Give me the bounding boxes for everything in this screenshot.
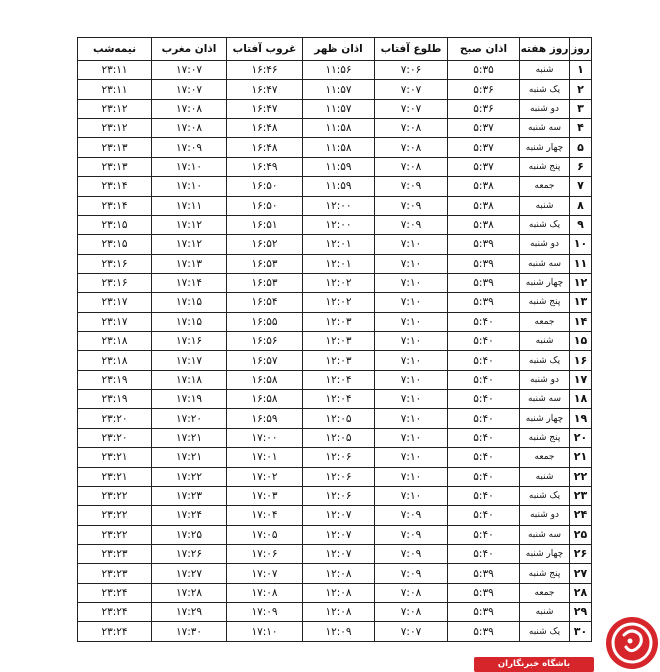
- column-header: اذان مغرب: [152, 38, 227, 61]
- dhuhr-cell: ۱۲:۰۵: [303, 409, 375, 428]
- column-header: روز هفته: [520, 38, 570, 61]
- fajr-cell: ۵:۳۶: [448, 80, 520, 99]
- dhuhr-cell: ۱۲:۰۸: [303, 583, 375, 602]
- table-row: [78, 157, 592, 176]
- weekday-cell: پنج شنبه: [520, 428, 570, 447]
- sunset-cell: ۱۶:۵۵: [227, 312, 303, 331]
- sunrise-cell: ۷:۱۰: [375, 428, 448, 447]
- weekday-cell: یک شنبه: [520, 351, 570, 370]
- fajr-cell: ۵:۳۸: [448, 196, 520, 215]
- dhuhr-cell: ۱۲:۰۴: [303, 370, 375, 389]
- column-header: غروب آفتاب: [227, 38, 303, 61]
- sunset-cell: ۱۶:۴۷: [227, 99, 303, 118]
- day-cell: ۲۱: [570, 448, 592, 467]
- midnight-cell: ۲۳:۱۵: [78, 215, 152, 234]
- sunrise-cell: ۷:۰۹: [375, 506, 448, 525]
- day-cell: ۲۶: [570, 544, 592, 563]
- fajr-cell: ۵:۴۰: [448, 332, 520, 351]
- table-row: [78, 177, 592, 196]
- midnight-cell: ۲۳:۲۴: [78, 583, 152, 602]
- midnight-cell: ۲۳:۱۶: [78, 273, 152, 292]
- fajr-cell: ۵:۴۰: [448, 467, 520, 486]
- sunrise-cell: ۷:۰۶: [375, 61, 448, 80]
- maghrib-cell: ۱۷:۱۳: [152, 254, 227, 273]
- weekday-cell: یک شنبه: [520, 80, 570, 99]
- day-cell: ۲۴: [570, 506, 592, 525]
- sunset-cell: ۱۷:۰۴: [227, 506, 303, 525]
- table-row: [78, 486, 592, 505]
- fajr-cell: ۵:۴۰: [448, 506, 520, 525]
- midnight-cell: ۲۳:۱۹: [78, 390, 152, 409]
- table-row: [78, 119, 592, 138]
- day-cell: ۷: [570, 177, 592, 196]
- table-row: [78, 351, 592, 370]
- day-cell: ۲۵: [570, 525, 592, 544]
- fajr-cell: ۵:۴۰: [448, 428, 520, 447]
- sunset-cell: ۱۷:۱۰: [227, 622, 303, 642]
- day-cell: ۱۱: [570, 254, 592, 273]
- column-header: اذان صبح: [448, 38, 520, 61]
- weekday-cell: دو شنبه: [520, 235, 570, 254]
- sunrise-cell: ۷:۱۰: [375, 273, 448, 292]
- maghrib-cell: ۱۷:۱۲: [152, 215, 227, 234]
- day-cell: ۲۷: [570, 564, 592, 583]
- weekday-cell: سه شنبه: [520, 525, 570, 544]
- weekday-cell: سه شنبه: [520, 119, 570, 138]
- sunset-cell: ۱۷:۰۶: [227, 544, 303, 563]
- maghrib-cell: ۱۷:۲۱: [152, 448, 227, 467]
- maghrib-cell: ۱۷:۲۲: [152, 467, 227, 486]
- maghrib-cell: ۱۷:۲۸: [152, 583, 227, 602]
- day-cell: ۲۰: [570, 428, 592, 447]
- sunset-cell: ۱۷:۰۷: [227, 564, 303, 583]
- day-cell: ۱۹: [570, 409, 592, 428]
- sunset-cell: ۱۶:۴۹: [227, 157, 303, 176]
- midnight-cell: ۲۳:۱۸: [78, 332, 152, 351]
- weekday-cell: جمعه: [520, 177, 570, 196]
- sunset-cell: ۱۶:۵۰: [227, 196, 303, 215]
- midnight-cell: ۲۳:۱۳: [78, 157, 152, 176]
- weekday-cell: جمعه: [520, 448, 570, 467]
- weekday-cell: شنبه: [520, 332, 570, 351]
- sunset-cell: ۱۷:۰۰: [227, 428, 303, 447]
- sunrise-cell: ۷:۰۹: [375, 564, 448, 583]
- dhuhr-cell: ۱۲:۰۶: [303, 448, 375, 467]
- sunrise-cell: ۷:۰۸: [375, 603, 448, 622]
- prayer-times-table: [77, 37, 592, 642]
- table-row: [78, 428, 592, 447]
- maghrib-cell: ۱۷:۱۰: [152, 157, 227, 176]
- dhuhr-cell: ۱۲:۰۰: [303, 215, 375, 234]
- sunrise-cell: ۷:۱۰: [375, 293, 448, 312]
- table-body: [78, 61, 592, 642]
- sunset-cell: ۱۶:۵۸: [227, 370, 303, 389]
- fajr-cell: ۵:۳۹: [448, 273, 520, 292]
- weekday-cell: شنبه: [520, 196, 570, 215]
- day-cell: ۲: [570, 80, 592, 99]
- maghrib-cell: ۱۷:۱۱: [152, 196, 227, 215]
- fajr-cell: ۵:۳۸: [448, 177, 520, 196]
- dhuhr-cell: ۱۲:۰۳: [303, 312, 375, 331]
- maghrib-cell: ۱۷:۲۷: [152, 564, 227, 583]
- fajr-cell: ۵:۳۵: [448, 61, 520, 80]
- weekday-cell: پنج شنبه: [520, 157, 570, 176]
- dhuhr-cell: ۱۲:۰۹: [303, 622, 375, 642]
- dhuhr-cell: ۱۲:۰۸: [303, 603, 375, 622]
- sunset-cell: ۱۶:۵۹: [227, 409, 303, 428]
- sunrise-cell: ۷:۰۹: [375, 544, 448, 563]
- weekday-cell: چهار شنبه: [520, 544, 570, 563]
- weekday-cell: جمعه: [520, 312, 570, 331]
- table-row: [78, 196, 592, 215]
- day-cell: ۱۲: [570, 273, 592, 292]
- midnight-cell: ۲۳:۲۳: [78, 544, 152, 563]
- sunset-cell: ۱۷:۰۵: [227, 525, 303, 544]
- table-row: [78, 390, 592, 409]
- midnight-cell: ۲۳:۱۶: [78, 254, 152, 273]
- sunset-cell: ۱۶:۵۷: [227, 351, 303, 370]
- dhuhr-cell: ۱۱:۵۹: [303, 177, 375, 196]
- table-row: [78, 583, 592, 602]
- sunset-cell: ۱۶:۴۶: [227, 61, 303, 80]
- weekday-cell: سه شنبه: [520, 254, 570, 273]
- weekday-cell: شنبه: [520, 61, 570, 80]
- fajr-cell: ۵:۳۹: [448, 622, 520, 642]
- sunrise-cell: ۷:۱۰: [375, 467, 448, 486]
- maghrib-cell: ۱۷:۱۲: [152, 235, 227, 254]
- sunrise-cell: ۷:۰۹: [375, 215, 448, 234]
- day-cell: ۱۷: [570, 370, 592, 389]
- fajr-cell: ۵:۴۰: [448, 525, 520, 544]
- logo: [497, 617, 660, 670]
- sunrise-cell: ۷:۱۰: [375, 486, 448, 505]
- dhuhr-cell: ۱۲:۰۸: [303, 564, 375, 583]
- dhuhr-cell: ۱۲:۰۷: [303, 506, 375, 525]
- table-row: [78, 622, 592, 642]
- dhuhr-cell: ۱۲:۰۷: [303, 525, 375, 544]
- day-cell: ۱۴: [570, 312, 592, 331]
- weekday-cell: شنبه: [520, 467, 570, 486]
- sunset-cell: ۱۶:۵۰: [227, 177, 303, 196]
- fajr-cell: ۵:۳۹: [448, 603, 520, 622]
- midnight-cell: ۲۳:۱۱: [78, 61, 152, 80]
- maghrib-cell: ۱۷:۲۶: [152, 544, 227, 563]
- midnight-cell: ۲۳:۱۵: [78, 235, 152, 254]
- header-row: [78, 38, 592, 61]
- sunset-cell: ۱۶:۵۸: [227, 390, 303, 409]
- table-row: [78, 215, 592, 234]
- fajr-cell: ۵:۳۷: [448, 119, 520, 138]
- dhuhr-cell: ۱۲:۰۰: [303, 196, 375, 215]
- day-cell: ۱۳: [570, 293, 592, 312]
- fajr-cell: ۵:۳۸: [448, 215, 520, 234]
- sunrise-cell: ۷:۱۰: [375, 390, 448, 409]
- dhuhr-cell: ۱۲:۰۲: [303, 273, 375, 292]
- sunrise-cell: ۷:۱۰: [375, 351, 448, 370]
- midnight-cell: ۲۳:۱۳: [78, 138, 152, 157]
- table-header: [78, 38, 592, 61]
- fajr-cell: ۵:۴۰: [448, 448, 520, 467]
- table-row: [78, 409, 592, 428]
- sunset-cell: ۱۷:۰۸: [227, 583, 303, 602]
- day-cell: ۹: [570, 215, 592, 234]
- day-cell: ۲۲: [570, 467, 592, 486]
- fajr-cell: ۵:۴۰: [448, 351, 520, 370]
- fajr-cell: ۵:۴۰: [448, 390, 520, 409]
- midnight-cell: ۲۳:۱۷: [78, 293, 152, 312]
- table-row: [78, 138, 592, 157]
- midnight-cell: ۲۳:۱۲: [78, 99, 152, 118]
- table-row: [78, 80, 592, 99]
- midnight-cell: ۲۳:۲۴: [78, 622, 152, 642]
- day-cell: ۸: [570, 196, 592, 215]
- weekday-cell: دو شنبه: [520, 99, 570, 118]
- table-row: [78, 254, 592, 273]
- day-cell: ۲۳: [570, 486, 592, 505]
- maghrib-cell: ۱۷:۲۳: [152, 486, 227, 505]
- dhuhr-cell: ۱۲:۰۶: [303, 467, 375, 486]
- maghrib-cell: ۱۷:۲۰: [152, 409, 227, 428]
- column-header: اذان ظهر: [303, 38, 375, 61]
- dhuhr-cell: ۱۱:۵۶: [303, 61, 375, 80]
- table-row: [78, 525, 592, 544]
- midnight-cell: ۲۳:۱۱: [78, 80, 152, 99]
- dhuhr-cell: ۱۲:۰۱: [303, 235, 375, 254]
- day-cell: ۱۰: [570, 235, 592, 254]
- table-row: [78, 312, 592, 331]
- dhuhr-cell: ۱۱:۵۸: [303, 119, 375, 138]
- weekday-cell: جمعه: [520, 583, 570, 602]
- sunset-cell: ۱۶:۴۸: [227, 138, 303, 157]
- table-row: [78, 506, 592, 525]
- sunset-cell: ۱۷:۰۹: [227, 603, 303, 622]
- dhuhr-cell: ۱۲:۰۳: [303, 332, 375, 351]
- column-header: روز: [570, 38, 592, 61]
- midnight-cell: ۲۳:۲۴: [78, 603, 152, 622]
- sunrise-cell: ۷:۰۹: [375, 525, 448, 544]
- sunrise-cell: ۷:۰۸: [375, 119, 448, 138]
- logo-text: باشگاه خبرنگاران: [474, 657, 594, 672]
- table-row: [78, 99, 592, 118]
- weekday-cell: دو شنبه: [520, 370, 570, 389]
- midnight-cell: ۲۳:۱۹: [78, 370, 152, 389]
- weekday-cell: دو شنبه: [520, 506, 570, 525]
- sunset-cell: ۱۷:۰۱: [227, 448, 303, 467]
- sunset-cell: ۱۶:۵۱: [227, 215, 303, 234]
- sunrise-cell: ۷:۰۷: [375, 80, 448, 99]
- midnight-cell: ۲۳:۲۰: [78, 428, 152, 447]
- maghrib-cell: ۱۷:۱۵: [152, 293, 227, 312]
- sunrise-cell: ۷:۰۸: [375, 583, 448, 602]
- table-row: [78, 467, 592, 486]
- maghrib-cell: ۱۷:۰۸: [152, 99, 227, 118]
- day-cell: ۵: [570, 138, 592, 157]
- sunrise-cell: ۷:۱۰: [375, 448, 448, 467]
- sunset-cell: ۱۶:۴۷: [227, 80, 303, 99]
- midnight-cell: ۲۳:۱۸: [78, 351, 152, 370]
- maghrib-cell: ۱۷:۱۶: [152, 332, 227, 351]
- logo-dot: [628, 639, 633, 644]
- maghrib-cell: ۱۷:۲۹: [152, 603, 227, 622]
- dhuhr-cell: ۱۲:۰۵: [303, 428, 375, 447]
- midnight-cell: ۲۳:۲۲: [78, 486, 152, 505]
- dhuhr-cell: ۱۲:۰۴: [303, 390, 375, 409]
- sunset-cell: ۱۶:۵۶: [227, 332, 303, 351]
- dhuhr-cell: ۱۱:۵۷: [303, 80, 375, 99]
- dhuhr-cell: ۱۲:۰۲: [303, 293, 375, 312]
- weekday-cell: چهار شنبه: [520, 273, 570, 292]
- fajr-cell: ۵:۳۷: [448, 157, 520, 176]
- table-row: [78, 332, 592, 351]
- sunset-cell: ۱۷:۰۳: [227, 486, 303, 505]
- midnight-cell: ۲۳:۲۱: [78, 467, 152, 486]
- fajr-cell: ۵:۴۰: [448, 370, 520, 389]
- midnight-cell: ۲۳:۱۷: [78, 312, 152, 331]
- midnight-cell: ۲۳:۲۱: [78, 448, 152, 467]
- sunrise-cell: ۷:۱۰: [375, 235, 448, 254]
- dhuhr-cell: ۱۱:۵۹: [303, 157, 375, 176]
- sunset-cell: ۱۶:۵۳: [227, 254, 303, 273]
- maghrib-cell: ۱۷:۲۴: [152, 506, 227, 525]
- table-row: [78, 61, 592, 80]
- sunrise-cell: ۷:۱۰: [375, 312, 448, 331]
- dhuhr-cell: ۱۲:۰۱: [303, 254, 375, 273]
- midnight-cell: ۲۳:۲۲: [78, 525, 152, 544]
- midnight-cell: ۲۳:۱۴: [78, 196, 152, 215]
- sunrise-cell: ۷:۰۷: [375, 622, 448, 642]
- fajr-cell: ۵:۴۰: [448, 544, 520, 563]
- maghrib-cell: ۱۷:۰۹: [152, 138, 227, 157]
- sunrise-cell: ۷:۰۸: [375, 138, 448, 157]
- day-cell: ۱۶: [570, 351, 592, 370]
- fajr-cell: ۵:۳۹: [448, 235, 520, 254]
- table-row: [78, 293, 592, 312]
- dhuhr-cell: ۱۲:۰۳: [303, 351, 375, 370]
- dhuhr-cell: ۱۲:۰۶: [303, 486, 375, 505]
- maghrib-cell: ۱۷:۰۷: [152, 61, 227, 80]
- sunrise-cell: ۷:۱۰: [375, 332, 448, 351]
- day-cell: ۲۸: [570, 583, 592, 602]
- weekday-cell: سه شنبه: [520, 390, 570, 409]
- day-cell: ۳: [570, 99, 592, 118]
- maghrib-cell: ۱۷:۱۹: [152, 390, 227, 409]
- table-row: [78, 448, 592, 467]
- fajr-cell: ۵:۴۰: [448, 486, 520, 505]
- weekday-cell: یک شنبه: [520, 215, 570, 234]
- midnight-cell: ۲۳:۲۳: [78, 564, 152, 583]
- fajr-cell: ۵:۳۷: [448, 138, 520, 157]
- fajr-cell: ۵:۴۰: [448, 312, 520, 331]
- midnight-cell: ۲۳:۱۲: [78, 119, 152, 138]
- table-row: [78, 370, 592, 389]
- weekday-cell: پنج شنبه: [520, 564, 570, 583]
- dhuhr-cell: ۱۱:۵۷: [303, 99, 375, 118]
- sunrise-cell: ۷:۰۷: [375, 99, 448, 118]
- fajr-cell: ۵:۳۹: [448, 254, 520, 273]
- sunset-cell: ۱۷:۰۲: [227, 467, 303, 486]
- weekday-cell: یک شنبه: [520, 622, 570, 642]
- sunrise-cell: ۷:۰۹: [375, 196, 448, 215]
- day-cell: ۱۸: [570, 390, 592, 409]
- maghrib-cell: ۱۷:۱۴: [152, 273, 227, 292]
- weekday-cell: چهار شنبه: [520, 409, 570, 428]
- day-cell: ۱۵: [570, 332, 592, 351]
- maghrib-cell: ۱۷:۰۸: [152, 119, 227, 138]
- weekday-cell: پنج شنبه: [520, 293, 570, 312]
- weekday-cell: چهار شنبه: [520, 138, 570, 157]
- midnight-cell: ۲۳:۲۰: [78, 409, 152, 428]
- sunrise-cell: ۷:۱۰: [375, 254, 448, 273]
- sunrise-cell: ۷:۰۹: [375, 177, 448, 196]
- maghrib-cell: ۱۷:۳۰: [152, 622, 227, 642]
- table-row: [78, 235, 592, 254]
- sunrise-cell: ۷:۱۰: [375, 370, 448, 389]
- dhuhr-cell: ۱۲:۰۷: [303, 544, 375, 563]
- day-cell: ۱: [570, 61, 592, 80]
- column-header: نیمه‌شب: [78, 38, 152, 61]
- maghrib-cell: ۱۷:۱۸: [152, 370, 227, 389]
- fajr-cell: ۵:۳۹: [448, 293, 520, 312]
- fajr-cell: ۵:۳۹: [448, 564, 520, 583]
- fajr-cell: ۵:۳۶: [448, 99, 520, 118]
- weekday-cell: شنبه: [520, 603, 570, 622]
- table-row: [78, 544, 592, 563]
- fajr-cell: ۵:۴۰: [448, 409, 520, 428]
- column-header: طلوع آفتاب: [375, 38, 448, 61]
- day-cell: ۲۹: [570, 603, 592, 622]
- day-cell: ۶: [570, 157, 592, 176]
- dhuhr-cell: ۱۱:۵۸: [303, 138, 375, 157]
- maghrib-cell: ۱۷:۰۷: [152, 80, 227, 99]
- midnight-cell: ۲۳:۲۲: [78, 506, 152, 525]
- sunrise-cell: ۷:۰۸: [375, 157, 448, 176]
- maghrib-cell: ۱۷:۲۵: [152, 525, 227, 544]
- table-row: [78, 603, 592, 622]
- sunset-cell: ۱۶:۵۲: [227, 235, 303, 254]
- maghrib-cell: ۱۷:۲۱: [152, 428, 227, 447]
- table-row: [78, 564, 592, 583]
- weekday-cell: یک شنبه: [520, 486, 570, 505]
- day-cell: ۳۰: [570, 622, 592, 642]
- day-cell: ۴: [570, 119, 592, 138]
- maghrib-cell: ۱۷:۱۰: [152, 177, 227, 196]
- sunrise-cell: ۷:۱۰: [375, 409, 448, 428]
- sunset-cell: ۱۶:۴۸: [227, 119, 303, 138]
- maghrib-cell: ۱۷:۱۷: [152, 351, 227, 370]
- sunset-cell: ۱۶:۵۳: [227, 273, 303, 292]
- table-row: [78, 273, 592, 292]
- maghrib-cell: ۱۷:۱۵: [152, 312, 227, 331]
- midnight-cell: ۲۳:۱۴: [78, 177, 152, 196]
- fajr-cell: ۵:۳۹: [448, 583, 520, 602]
- sunset-cell: ۱۶:۵۴: [227, 293, 303, 312]
